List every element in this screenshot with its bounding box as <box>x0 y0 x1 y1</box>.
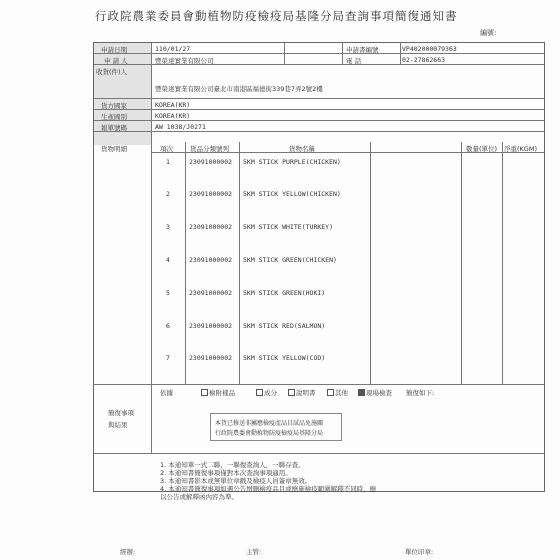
col-code: 貨品分類號列 <box>190 145 229 153</box>
row-no: 2 <box>166 190 170 198</box>
col-weight: 淨重(KGM) <box>504 145 537 153</box>
row-name: 5KM STICK GREEN(CHICKEN) <box>243 256 337 264</box>
option-sample[interactable]: 檢附樣品 <box>201 388 235 397</box>
col-name: 貨物名稱 <box>289 145 315 153</box>
items-label: 貨物明細 <box>101 145 127 153</box>
option-onsite[interactable]: 現場檢查 <box>358 388 392 397</box>
phone-label: 電 話 <box>346 57 362 65</box>
apply-date-value: 110/01/27 <box>155 45 191 53</box>
checkbox-icon <box>327 389 334 396</box>
note-2: 2. 本通知書簡復事項僅對本次查詢事項適用。 <box>160 469 292 477</box>
apply-no-label: 申請書編號 <box>346 46 379 54</box>
checkbox-icon <box>256 389 263 396</box>
row-code: 23091000002 <box>189 190 233 198</box>
row-no: 7 <box>166 354 170 362</box>
origin-value: KOREA(KR) <box>155 112 191 120</box>
apply-date-label: 申請日期 <box>101 46 127 54</box>
document-title: 行政院農業委員會動植物防疫檢疫局基隆分局查詢事項簡復通知書 <box>95 9 458 23</box>
row-name: 5KM STICK RED(SALMON) <box>243 322 326 330</box>
row-name: 5KM STICK GREEN(HOKI) <box>243 289 326 297</box>
unit-stamp-label: 單位印章: <box>405 548 434 556</box>
row-no: 5 <box>166 289 170 297</box>
apply-no-value: VP402000079363 <box>402 45 457 53</box>
origin-label: 生產國別 <box>101 113 127 121</box>
option-ingredient[interactable]: 成分 <box>256 388 277 397</box>
report-no-label: 報單號碼 <box>101 124 127 132</box>
manager-signature-label: 主管: <box>246 548 262 556</box>
row-code: 23091000002 <box>189 354 233 362</box>
row-name: 5KM STICK PURPLE(CHICKEN) <box>243 158 341 166</box>
receiver-label: 收貨(件)人 <box>96 68 128 76</box>
result-stamp <box>210 413 342 441</box>
row-no: 3 <box>166 223 170 231</box>
receiver-value: 豐榮達實業有限公司臺北市南港區福德街339巷7弄2號2樓 <box>155 85 323 93</box>
handler-signature-label: 經辦: <box>120 548 136 556</box>
checkbox-icon <box>201 389 208 396</box>
result-label-2: 與結果 <box>108 421 128 429</box>
doc-number-label: 編號: <box>480 29 497 37</box>
stamp-line-2: 行政院農委會動植物防疫檢疫局基隆分局 <box>215 430 324 437</box>
checkbox-icon <box>288 389 295 396</box>
note-3: 3. 本通知書影本或無單位章戳及檢疫人員簽章無效。 <box>160 477 312 485</box>
row-code: 23091000002 <box>189 256 233 264</box>
col-no: 項次 <box>160 145 173 153</box>
basis-label: 依據 <box>160 389 173 397</box>
row-name: 5KM STICK YELLOW(CHICKEN) <box>243 190 341 198</box>
report-no-value: AW 1038/J0271 <box>155 123 206 131</box>
row-no: 4 <box>166 256 170 264</box>
country-value: KOREA(KR) <box>155 101 191 109</box>
result-label-1: 簡復事項 <box>108 409 134 417</box>
row-no: 6 <box>166 322 170 330</box>
row-code: 23091000002 <box>189 223 233 231</box>
option-manual[interactable]: 說明書 <box>288 388 316 397</box>
stamp-line-1: 本貨已修送非屬應檢疫產品目試品免施關 <box>215 420 324 427</box>
col-qty: 數量(單位) <box>466 145 498 153</box>
reply-intro: 簡復如下: <box>406 389 435 397</box>
note-1: 1. 本通知單一式二聯，一聯復查詢人，一聯存查。 <box>160 461 305 469</box>
row-code: 23091000002 <box>189 322 233 330</box>
note-4: 4. 本通知書簡復事項如遇公告增刪檢疫品目或應施檢疫範圍解釋不同時，應 <box>160 485 377 493</box>
checked-checkbox-icon <box>358 389 365 396</box>
applicant-value: 豐榮達實業有限公司 <box>155 57 214 65</box>
row-code: 23091000002 <box>189 158 233 166</box>
row-no: 1 <box>166 158 170 166</box>
row-code: 23091000002 <box>189 289 233 297</box>
row-name: 5KM STICK YELLOW(COD) <box>243 354 326 362</box>
row-name: 5KM STICK WHITE(TURKEY) <box>243 223 334 231</box>
applicant-label: 申 請 人 <box>104 57 128 65</box>
option-other[interactable]: 其他 <box>327 388 348 397</box>
note-5: 以公告或解釋函內容為準。 <box>160 493 238 501</box>
country-label: 貨方國家 <box>101 102 127 110</box>
phone-value: 02-27862663 <box>402 56 446 64</box>
